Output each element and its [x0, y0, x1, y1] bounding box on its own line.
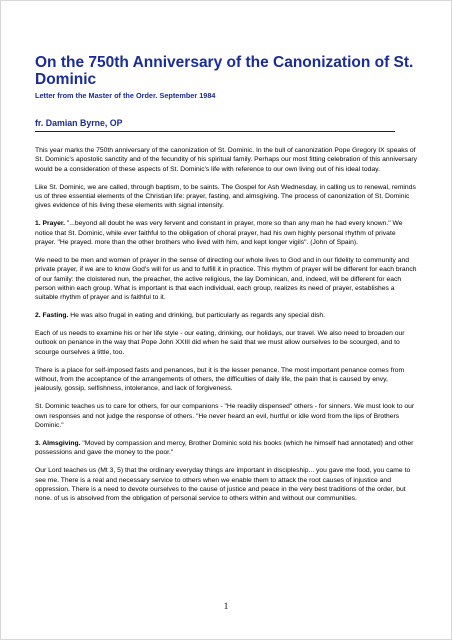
- paragraph: Like St. Dominic, we are called, through baptism, to be saints. The Gospel for Ash Wednesday, in calling us to renewal, reminds us of three essential elements of the Christian life: prayer, fasting, and almsgiving. The process of canonization of St. Dominic gives evidence of his living these elements with signal intensity.: [35, 183, 416, 210]
- paragraph: Our Lord teaches us (Mt 3, 5) that the ordinary everyday things are important in discipleship... you gave me food, you came to see me. There is a real and necessary service to others when we enable them to attack the root causes of injustice and oppression. There is a need to devote ourselves to the cause of justice and peace in the very best traditions of the order, but none. of us is absolved from the obligation of personal service to others within and without our communities.: [35, 467, 411, 503]
- paragraph: There is a place for self-imposed fasts and penances, but it is the lesser penance. The most important penance comes from without, from the acceptance of the arrangements of others, the difficulties of daily life, the pain that is caused by envy, jealously, gossip, selfishness, intolerance, and lack of forgiveness.: [35, 366, 405, 393]
- document-page: [1, 1, 451, 639]
- paragraph: 3. Almsgiving. "Moved by compassion and mercy, Brother Dominic sold his books (which he himself had annotated) and other possessions and gave the money to the poor.": [35, 440, 414, 457]
- divider-rule: [35, 131, 395, 132]
- section-heading-almsgiving: 3. Almsgiving.: [35, 440, 81, 447]
- paragraph: 1. Prayer. "...beyond all doubt he was very fervent and constant in prayer, more so than any man he had every known." We notice that St. Dominic, while ever faithful to the obligation of choral prayer, had his own highly personal rhythm of private prayer. "He prayed. more than the other brothers who lived with him, and kept longer vigils". (John of Spain).: [35, 220, 403, 246]
- document-author: fr. Damian Byrne, OP: [35, 118, 123, 128]
- document-subtitle: Letter from the Master of the Order. September 1984: [35, 91, 216, 100]
- paragraph: St. Dominic teaches us to care for others, for our companions - "He readily dispensed" others - for sinners. We must look to our own responses and not judge the response of others. "He never heard an evil, hurtful or idle word from the lips of Brothers Dominic.": [35, 403, 415, 430]
- section-heading-prayer: 1. Prayer.: [35, 220, 66, 228]
- paragraph: This year marks the 750th anniversary of the canonization of St. Dominic. In the bull of canonization Pope Gregory IX speaks of St. Dominic's apostolic sanctity and of the fecundity of his spiritual family. Perhaps our most fitting celebration of this anniversary would be a consideration of these aspects of St. Dominic's life with reference to our own living out of his ideal today.: [35, 147, 417, 173]
- paragraph: We need to be men and women of prayer in the sense of directing our whole lives to God and in our fidelity to community and private prayer, if we are to know God's will for us and to fulfill it in practice. This rhythm of prayer will be different for each branch of our family: the cloistered nun, the preacher, the active religious, the lay Dominican, and, indeed, will be different for each person within each group. What is important is that each individual, each group, realizes its need of prayer, establishes a suitable rhythm of prayer and is faithful to it.: [35, 256, 417, 302]
- section-heading-fasting: 2. Fasting.: [35, 312, 69, 320]
- paragraph: 2. Fasting. He was also frugal in eating and drinking, but particularly as regards any special dish.: [35, 312, 326, 320]
- letter-body: [35, 146, 417, 504]
- document-title: On the 750th Anniversary of the Canonization of St. Dominic: [35, 54, 414, 88]
- page-number: 1: [223, 601, 229, 611]
- paragraph: Each of us needs to examine his or her life style - our eating, drinking, our holidays, our travel. We also need to broaden our outlook on penance in the way that Pope John XXIII did when he said that we must allow ourselves to be scourged, and to scourge ourselves a little, too.: [35, 330, 405, 356]
